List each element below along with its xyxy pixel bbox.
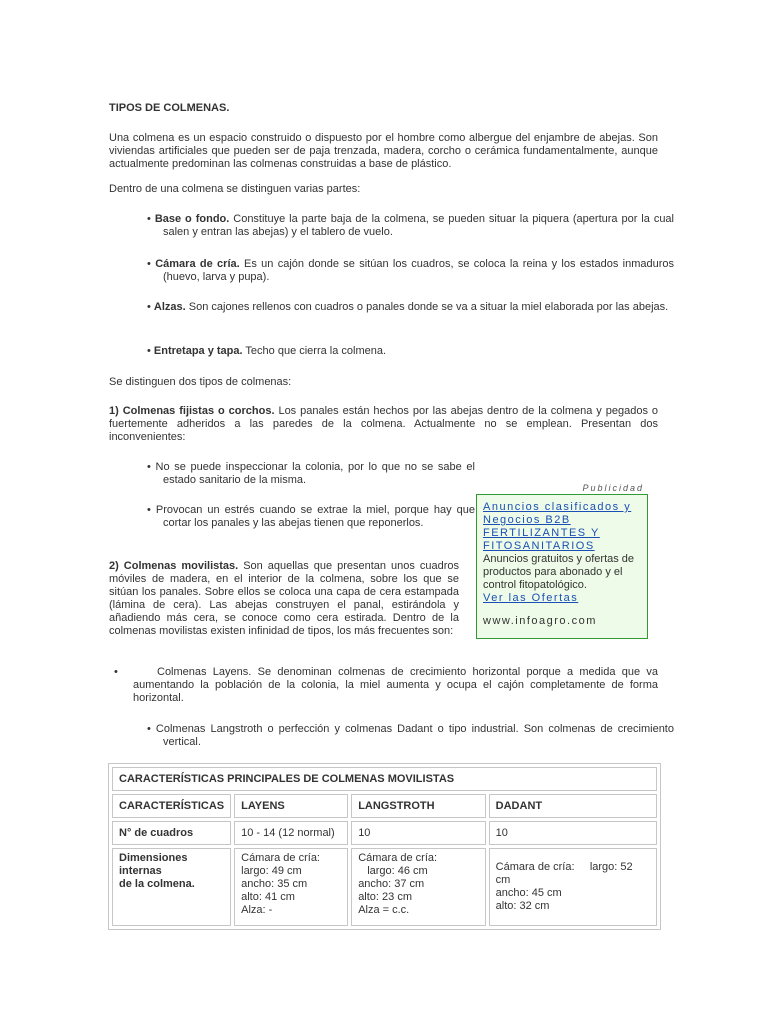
part-term: Base o fondo. (154, 213, 230, 225)
fijistas-term: 1) Colmenas fijistas o corchos. (109, 405, 275, 417)
ad-site: www.infoagro.com (483, 615, 597, 627)
ad-link-ofertas[interactable]: Ver las Ofertas (483, 592, 579, 604)
movilistas-term: 2) Colmenas movilistas. (109, 560, 239, 572)
table-cell (351, 848, 485, 926)
table-header-cell: CARACTERÍSTICAS (112, 794, 231, 818)
part-term: Entretapa y tapa. (153, 345, 243, 357)
table-caption-row (112, 767, 657, 791)
table-caption: CARACTERÍSTICAS PRINCIPALES DE COLMENAS MOVILISTAS (112, 767, 657, 791)
ad-link-clasificados[interactable]: Anuncios clasificados y Negocios B2B FERTILIZANTES Y FITOSANITARIOS (483, 501, 632, 552)
ad-box (476, 494, 648, 639)
table-cell-line: Alza = c.c. (358, 904, 410, 916)
table-cell-label (112, 848, 231, 926)
table-cell: 10 (489, 821, 657, 845)
table-cell-line: largo: 46 cm (367, 865, 428, 877)
part-text: Constituye la parte baja de la colmena, se pueden situar la piquera (apertura por la cual salen y entran las abejas) y el tablero de vuelo. (163, 213, 674, 238)
inconveniente-text: No se puede inspeccionar la colonia, por lo que no se sabe el estado sanitario de la misma. (155, 461, 475, 486)
page-title: TIPOS DE COLMENAS. (109, 102, 230, 114)
list-item-entretapa (147, 345, 674, 358)
intro-paragraph: Una colmena es un espacio construido o dispuesto por el hombre como albergue del enjambre de abejas. Son viviendas artificiales que pueden ser de paja trenzada, madera, corcho o cerámica fundamentalmente, aunque actualmente predominan las colmenas construidas a base de plástico. (109, 132, 658, 170)
movilistas-text: Son aquellas que presentan unos cuadros móviles de madera, en el interior de la colmena, sobre los que se sitúan los panales. Sobre ellos se coloca una capa de cera estampada (lámina de cera). Las abejas construyen el panal, estirándola y añadiendo más cera, se conoce como cera estirada. Dentro de la colmenas movilistas existen infinidad de tipos, los más frecuentes son: (109, 560, 459, 637)
fijistas-paragraph (109, 405, 658, 444)
table-cell-line: alto: 41 cm (241, 891, 295, 903)
list-item-inconveniente-1 (147, 461, 475, 487)
table-header-cell: LAYENS (234, 794, 348, 818)
bullet-icon: • (147, 345, 151, 357)
part-term: Cámara de cría. (155, 258, 240, 270)
table-cell-line: Cámara de cría: (241, 852, 320, 864)
table-cell-line: Cámara de cría: (358, 852, 438, 864)
list-item-langstroth (147, 723, 674, 749)
list-item-inconveniente-2 (147, 504, 475, 530)
table-cell-line: Alza: - (241, 904, 273, 916)
list-item-camara (147, 258, 674, 284)
table-label-line: de la colmena. (119, 878, 195, 890)
table-cell (489, 848, 657, 926)
table-cell-line: ancho: 35 cm (241, 878, 308, 890)
parts-intro: Dentro de una colmena se distinguen varias partes: (109, 183, 361, 195)
table-cell-line: ancho: 45 cm (495, 887, 562, 899)
types-intro: Se distinguen dos tipos de colmenas: (109, 376, 292, 388)
table-row (112, 821, 657, 845)
table-label-line: internas (119, 865, 162, 877)
table-cell: 10 - 14 (12 normal) (234, 821, 348, 845)
list-item-base (147, 213, 674, 239)
bullet-icon: • (114, 666, 118, 678)
bullet-icon: • (147, 461, 151, 473)
table-cell-line: Cámara de cría: largo: 52 cm (495, 861, 636, 886)
ad-label: Publicidad (582, 483, 644, 493)
table-cell-line: ancho: 37 cm (358, 878, 425, 890)
bullet-icon: • (147, 258, 151, 270)
table-cell-label: N° de cuadros (112, 821, 231, 845)
part-text: Techo que cierra la colmena. (242, 345, 387, 357)
table-cell-line: alto: 23 cm (358, 891, 412, 903)
table-row (112, 848, 657, 926)
layens-item: Colmenas Layens. Se denominan colmenas de crecimiento horizontal porque a medida que va aumentando la población de la colonia, la miel aumenta y ocupa el cajón completamente de forma horizontal. (133, 666, 658, 704)
bullet-icon: • (147, 301, 151, 313)
movilistas-paragraph (109, 560, 459, 638)
table-cell-line: largo: 49 cm (241, 865, 302, 877)
bullet-icon: • (147, 504, 151, 516)
part-term: Alzas. (153, 301, 186, 313)
characteristics-table (108, 763, 661, 930)
table-cell (234, 848, 348, 926)
part-text: Es un cajón donde se sitúan los cuadros, se coloca la reina y los estados inmaduros (huevo, larva y pupa). (163, 258, 675, 283)
table-cell: 10 (351, 821, 485, 845)
table-header-row (112, 794, 657, 818)
table-cell-line: alto: 32 cm (495, 900, 550, 912)
list-item-alzas (147, 301, 674, 314)
table-label-line: Dimensiones (119, 852, 188, 864)
fijistas-text: Los panales están hechos por las abejas dentro de la colmena y pegados o fuertemente adheridos a las paredes de la colmena. Actualmente no se emplean. Presentan dos inconvenientes: (109, 405, 658, 443)
ad-text: Anuncios gratuitos y ofertas de productos para abonado y el control fitopatológico. (483, 553, 635, 591)
table-header-cell: LANGSTROTH (351, 794, 485, 818)
langstroth-text: Colmenas Langstroth o perfección y colmenas Dadant o tipo industrial. Son colmenas de crecimiento vertical. (155, 723, 674, 748)
bullet-icon: • (147, 213, 151, 225)
table-header-cell: DADANT (489, 794, 657, 818)
inconveniente-text: Provocan un estrés cuando se extrae la miel, porque hay que cortar los panales y las abejas tienen que reponerlos. (155, 504, 475, 529)
part-text: Son cajones rellenos con cuadros o panales donde se va a situar la miel elaborada por las abejas. (185, 301, 669, 313)
bullet-icon: • (147, 723, 151, 735)
